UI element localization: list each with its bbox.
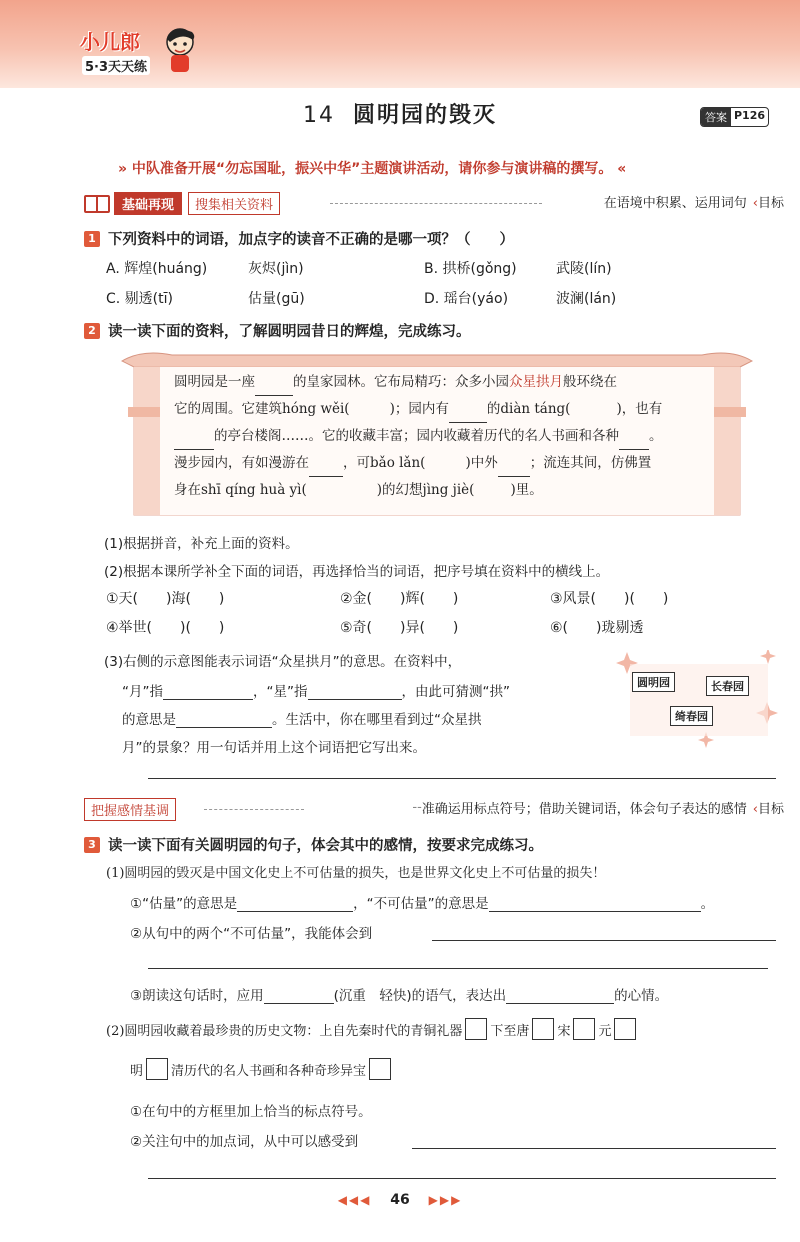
q2-sub-1: (1)根据拼音，补充上面的资料。 (104, 536, 299, 552)
question-stem: 下列资料中的词语，加点字的读音不正确的是哪一项？（ ） (108, 232, 514, 248)
goal-badge: ‹目标 (752, 802, 784, 817)
option-a: A. 辉煌(huáng) (106, 261, 208, 277)
punctuation-box[interactable] (614, 1018, 636, 1040)
answer-reference (700, 107, 769, 127)
punctuation-box[interactable] (532, 1018, 554, 1040)
passage-frame (112, 347, 762, 523)
map-label: 长春园 (706, 676, 749, 696)
goal-badge: ‹目标 (752, 196, 784, 211)
passage-line-3: 的亭台楼阁……。它的收藏丰富；园内收藏着历代的名人书画和各种 。 (174, 423, 744, 450)
lesson-number: 14 (302, 103, 335, 128)
word-item: ④举世( )( ) (106, 620, 225, 636)
option-a-2: 灰烬(jìn) (248, 261, 304, 277)
section-header-basics (84, 192, 784, 214)
section-tag: 搜集相关资料 (188, 192, 280, 215)
page-number: 46 (390, 1192, 410, 1208)
punctuation-box[interactable] (573, 1018, 595, 1040)
q3-quote-2: (2)圆明园收藏着最珍贵的历史文物：上自先秦时代的青铜礼器 下至唐 宋 元 (106, 1018, 639, 1040)
task-intro-text: 中队准备开展“勿忘国耻，振兴中华”主题演讲活动，请你参与演讲稿的撰写。 (131, 161, 613, 177)
chevron-left-icon: « (617, 161, 627, 177)
lesson-title (0, 98, 800, 129)
sparkle-icon (616, 650, 781, 750)
q2-sub-3-line-1: (3)右侧的示意图能表示词语“众星拱月”的意思。在资料中， (104, 654, 462, 670)
question-2 (84, 320, 471, 341)
punctuation-box[interactable] (465, 1018, 487, 1040)
goal-text: 准确运用标点符号；借助关键词语，体会句子表达的感情 (421, 802, 747, 817)
q3-quote-1: (1)圆明园的毁灭是中国文化史上不可估量的损失，也是世界文化史上不可估量的损失！ (106, 866, 606, 881)
answer-line (148, 968, 768, 969)
passage-text (174, 369, 744, 504)
word-item: ⑥( )珑剔透 (550, 620, 644, 636)
q3-2-item-2: ②关注句中的加点词，从中可以感受到 (130, 1134, 359, 1150)
mascot-icon (162, 24, 198, 74)
answer-label: 答案 (701, 108, 731, 126)
word-item: ③风景( )( ) (550, 591, 669, 607)
section-name: 基础再现 (114, 192, 182, 215)
question-stem: 读一读下面有关圆明园的句子，体会其中的感情，按要求完成练习。 (108, 838, 543, 854)
passage-line-4: 漫步园内，有如漫游在 ，可bǎo lǎn( )中外 ；流连其间，仿佛置 (174, 450, 744, 477)
answer-line (148, 778, 776, 779)
answer-line (148, 1178, 776, 1179)
question-stem: 读一读下面的资料，了解圆明园昔日的辉煌，完成练习。 (108, 324, 471, 340)
q3-1-item-1: ①“估量”的意思是 ，“不可估量”的意思是 。 (130, 896, 715, 912)
option-c: C. 剔透(tī) (106, 291, 173, 307)
option-d-2: 波澜(lán) (556, 291, 617, 307)
punctuation-box[interactable] (146, 1058, 168, 1080)
q3-quote-2-cont: 明 清历代的名人书画和各种奇珍异宝 (130, 1058, 394, 1080)
q2-sub-2: (2)根据本课所学补全下面的词语，再选择恰当的词语，把序号填在资料中的横线上。 (104, 564, 610, 580)
brand-logo (74, 24, 200, 80)
q3-2-item-1: ①在句中的方框里加上恰当的标点符号。 (130, 1104, 372, 1120)
answer-page: P126 (734, 109, 766, 122)
question-number: 3 (84, 837, 100, 853)
q3-1-item-3: ③朗读这句话时，应用 (沉重 轻快)的语气，表达出 的心情。 (130, 988, 669, 1004)
brand-name: 小儿郎 (80, 30, 140, 54)
divider (204, 809, 304, 810)
brand-subtitle: 5·3天天练 (82, 56, 150, 75)
word-item: ②金( )辉( ) (340, 591, 459, 607)
option-d: D. 瑶台(yáo) (424, 291, 509, 307)
section-header-emotion: 把握感情基调 -- 准确运用标点符号；借助关键词语，体会句子表达的感情 ‹目标 (84, 798, 784, 820)
arrow-right-icon: ▶▶▶ (428, 1193, 463, 1207)
divider (330, 203, 542, 204)
section-tag: 把握感情基调 (84, 798, 176, 821)
q2-sub-3-line-4: 月”的景象？用一句话并用上这个词语把它写出来。 (122, 740, 426, 756)
q2-sub-3-line-2: “月”指 ，“星”指 ，由此可猜测“拱” (122, 684, 510, 700)
star-moon-diagram (616, 650, 781, 750)
book-icon (84, 195, 110, 213)
page-footer (0, 1192, 800, 1208)
q2-sub-3-line-3: 的意思是 。生活中，你在哪里看到过“众星拱 (122, 712, 482, 728)
option-b-2: 武陵(lín) (556, 261, 612, 277)
map-label: 绮春园 (670, 706, 713, 726)
question-1 (84, 228, 514, 249)
lesson-name: 圆明园的毁灭 (352, 103, 497, 128)
goal-text: 在语境中积累、运用词句 (603, 196, 747, 211)
option-c-2: 估量(gū) (248, 291, 305, 307)
question-3 (84, 834, 543, 855)
task-intro (118, 158, 626, 178)
map-label: 圆明园 (632, 672, 675, 692)
question-number: 1 (84, 231, 100, 247)
punctuation-box[interactable] (369, 1058, 391, 1080)
answer-line (432, 940, 776, 941)
question-number: 2 (84, 323, 100, 339)
passage-line-5: 身在shī qíng huà yì( )的幻想jìng jiè( )里。 (174, 482, 543, 498)
passage-line-1: 圆明园是一座 的皇家园林。它布局精巧：众多小园众星拱月般环绕在 (174, 369, 744, 396)
chevron-right-icon: » (118, 161, 128, 177)
word-item: ⑤奇( )异( ) (340, 620, 459, 636)
option-b: B. 拱桥(gǒng) (424, 261, 517, 277)
q3-1-item-2: ②从句中的两个“不可估量”，我能体会到 (130, 926, 373, 942)
passage-line-2: 它的周围。它建筑hóng wěi( )；园内有 的diàn táng( )，也有 (174, 396, 744, 423)
word-item: ①天( )海( ) (106, 591, 225, 607)
answer-line (412, 1148, 776, 1149)
arrow-left-icon: ◀◀◀ (337, 1193, 372, 1207)
